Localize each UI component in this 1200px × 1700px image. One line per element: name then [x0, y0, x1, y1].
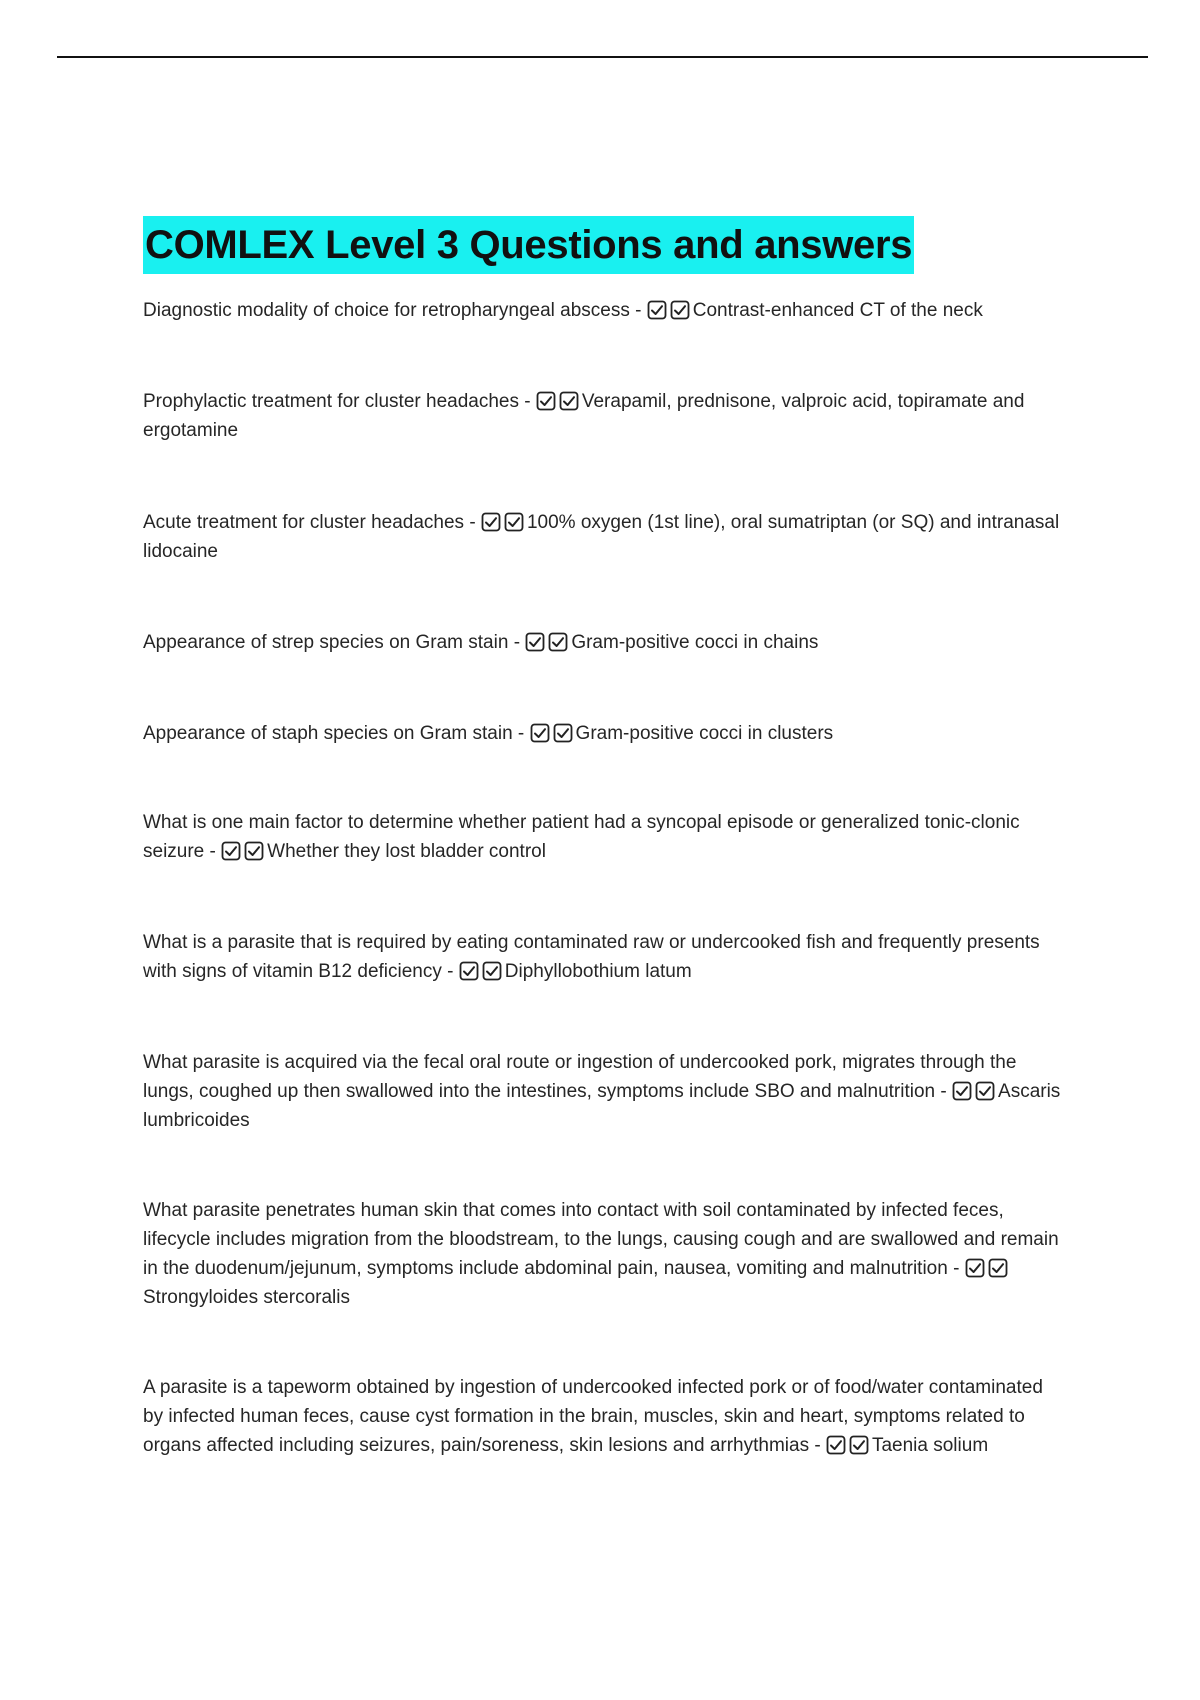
checkbox-checked-icon [548, 632, 568, 652]
qa-item [143, 1048, 1063, 1135]
checkbox-checked-icon [988, 1258, 1008, 1278]
answer-text: Verapamil, prednisone, valproic acid, topiramate and ergotamine [143, 391, 1025, 441]
checkbox-checked-icon [553, 723, 573, 743]
checkbox-checked-icon [975, 1081, 995, 1101]
separator: - [441, 961, 459, 982]
separator: - [512, 723, 530, 744]
question-text: Appearance of strep species on Gram stain [143, 632, 509, 653]
checkbox-checked-icon [536, 391, 556, 411]
top-rule [57, 56, 1148, 58]
checkbox-checked-icon [482, 961, 502, 981]
answer-text: 100% oxygen (1st line), oral sumatriptan (or SQ) and intranasal lidocaine [143, 512, 1060, 562]
checkbox-checked-icon [647, 300, 667, 320]
question-text: What is one main factor to determine whether patient had a syncopal episode or generalized tonic-clonic seizure [143, 812, 1020, 862]
question-text: What parasite penetrates human skin that comes into contact with soil contaminated by infected feces, lifecycle includes migration from the bloodstream, to the lungs, causing cough and are swallowed and remain in the duodenum/jejunum, symptoms include abdominal pain, nausea, vomiting and malnutrition [143, 1200, 1059, 1279]
qa-item [143, 1373, 1063, 1460]
question-text: A parasite is a tapeworm obtained by ingestion of undercooked infected pork or of food/water contaminated by infected human feces, cause cyst formation in the brain, muscles, skin and heart, symptoms related to organs affected including seizures, pain/soreness, skin lesions and arrhythmias [143, 1377, 1043, 1456]
question-text: What parasite is acquired via the fecal oral route or ingestion of undercooked pork, migrates through the lungs, coughed up then swallowed into the intestines, symptoms include SBO and malnutrition [143, 1052, 1017, 1102]
checkbox-checked-icon [826, 1435, 846, 1455]
checkbox-checked-icon [459, 961, 479, 981]
checkbox-checked-icon [559, 391, 579, 411]
question-text: Prophylactic treatment for cluster headaches [143, 391, 519, 412]
qa-item [143, 928, 1063, 986]
answer-text: Ascaris lumbricoides [143, 1081, 1061, 1131]
separator: - [809, 1435, 826, 1456]
checkbox-checked-icon [849, 1435, 869, 1455]
question-text: What is a parasite that is required by eating contaminated raw or undercooked fish and frequently presents with signs of vitamin B12 deficiency [143, 932, 1040, 982]
checkbox-checked-icon [965, 1258, 985, 1278]
checkbox-checked-icon [525, 632, 545, 652]
checkbox-checked-icon [952, 1081, 972, 1101]
checkbox-checked-icon [504, 512, 524, 532]
qa-item [143, 508, 1063, 566]
separator: - [947, 1258, 965, 1279]
checkbox-checked-icon [221, 841, 241, 861]
question-text: Diagnostic modality of choice for retropharyngeal abscess [143, 300, 630, 321]
answer-text: Taenia solium [871, 1435, 989, 1456]
checkbox-checked-icon [670, 300, 690, 320]
answer-text: Contrast-enhanced CT of the neck [692, 300, 983, 321]
separator: - [204, 841, 222, 862]
qa-item [143, 719, 1063, 748]
answer-text: Whether they lost bladder control [267, 841, 546, 862]
document-title: COMLEX Level 3 Questions and answers [143, 216, 914, 274]
qa-item [143, 296, 1063, 325]
answer-text: Strongyloides stercoralis [143, 1287, 350, 1308]
qa-item [143, 387, 1063, 445]
separator: - [464, 512, 481, 533]
qa-item [143, 808, 1063, 866]
checkbox-checked-icon [530, 723, 550, 743]
qa-item [143, 1196, 1063, 1312]
separator: - [629, 300, 647, 321]
checkbox-checked-icon [244, 841, 264, 861]
answer-text: Gram-positive cocci in clusters [575, 723, 834, 744]
question-text: Appearance of staph species on Gram stain [143, 723, 513, 744]
answer-text: Gram-positive cocci in chains [571, 632, 819, 653]
question-text: Acute treatment for cluster headaches [143, 512, 465, 533]
qa-item [143, 628, 1063, 657]
title-block [143, 216, 914, 274]
answer-text: Diphyllobothium latum [504, 961, 692, 982]
checkbox-checked-icon [481, 512, 501, 532]
separator: - [518, 391, 536, 412]
separator: - [935, 1081, 953, 1102]
separator: - [508, 632, 526, 653]
